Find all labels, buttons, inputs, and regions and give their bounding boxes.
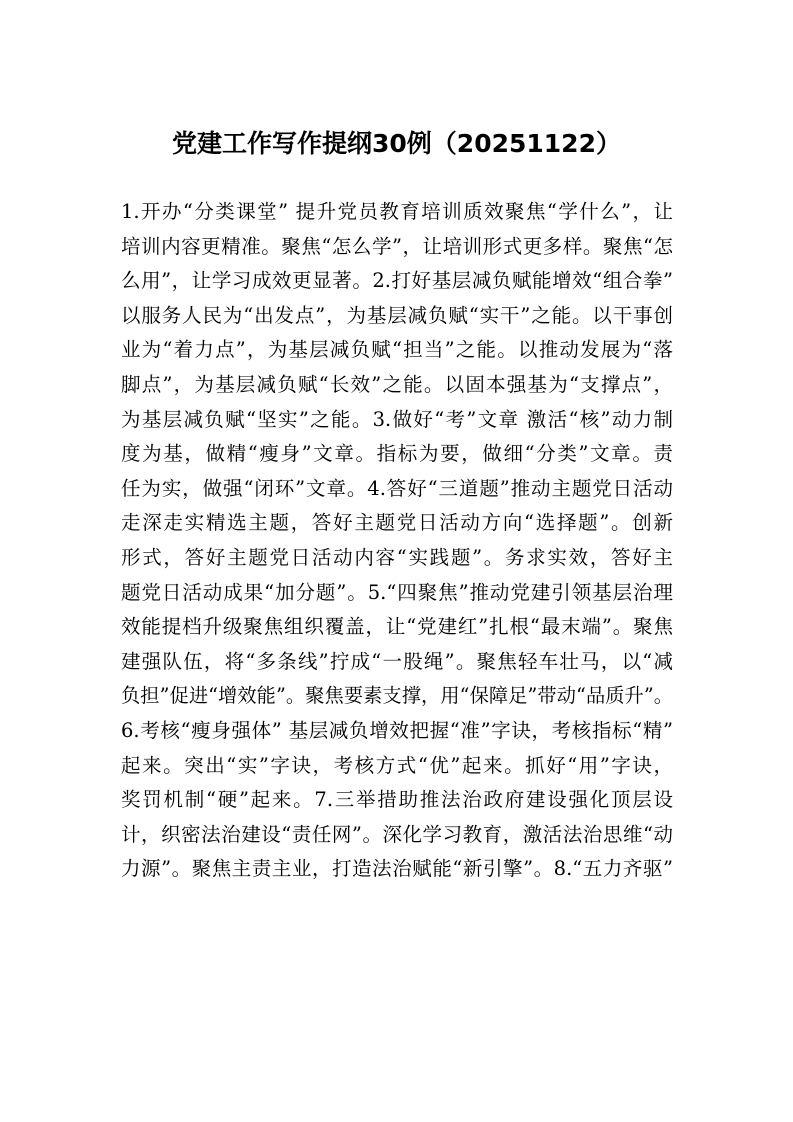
body-line: 1.开办“分类课堂” 提升党员教育培训质效聚焦“学什么”，让 bbox=[121, 200, 673, 223]
body-line: 奖罚机制“硬”起来。7.三举措助推法治政府建设强化顶层设 bbox=[121, 788, 673, 812]
body-line: 形式，答好主题党日活动内容“实践题”。务求实效，答好主 bbox=[121, 545, 673, 569]
body-line: 为基层减负赋“坚实”之能。3.做好“考”文章 激活“核”动力制 bbox=[121, 407, 673, 431]
body-line: 任为实，做强“闭环”文章。4.答好“三道题”推动主题党日活动 bbox=[121, 476, 673, 500]
body-line: 起来。突出“实”字诀，考核方式“优”起来。抓好“用”字诀， bbox=[121, 753, 673, 777]
body-line: 走深走实精选主题，答好主题党日活动方向“选择题”。创新 bbox=[121, 511, 673, 535]
body-line: 计，织密法治建设“责任网”。深化学习教育，激活法治思维“动 bbox=[121, 822, 673, 846]
body-line: 么用”，让学习成效更显著。2.打好基层减负赋能增效“组合拳” bbox=[121, 269, 673, 293]
body-line: 题党日活动成果“加分题”。5.“四聚焦”推动党建引领基层治理 bbox=[121, 580, 673, 604]
body-line: 负担”促进“增效能”。聚焦要素支撑，用“保障足”带动“品质升”。 bbox=[121, 684, 673, 708]
body-line: 效能提档升级聚焦组织覆盖，让“党建红”扎根“最末端”。聚焦 bbox=[121, 615, 673, 639]
body-line: 建强队伍，将“多条线”拧成“一股绳”。聚焦轻车壮马，以“减 bbox=[121, 649, 673, 673]
document-title: 党建工作写作提纲30例（20251122） bbox=[172, 129, 621, 158]
body-line: 培训内容更精准。聚焦“怎么学”，让培训形式更多样。聚焦“怎 bbox=[121, 234, 673, 258]
body-line: 度为基，做精“瘦身”文章。指标为要，做细“分类”文章。责 bbox=[121, 442, 673, 466]
body-line: 业为“着力点”，为基层减负赋“担当”之能。以推动发展为“落 bbox=[121, 338, 673, 362]
body-line: 6.考核“瘦身强体” 基层减负增效把握“准”字诀，考核指标“精” bbox=[121, 718, 673, 742]
body-line: 以服务人民为“出发点”，为基层减负赋“实干”之能。以干事创 bbox=[121, 303, 673, 327]
document-body bbox=[121, 195, 673, 887]
body-line: 脚点”，为基层减负赋“长效”之能。以固本强基为“支撑点”， bbox=[121, 372, 673, 396]
body-line: 力源”。聚焦主责主业，打造法治赋能“新引擎”。8.“五力齐驱” bbox=[121, 857, 673, 881]
